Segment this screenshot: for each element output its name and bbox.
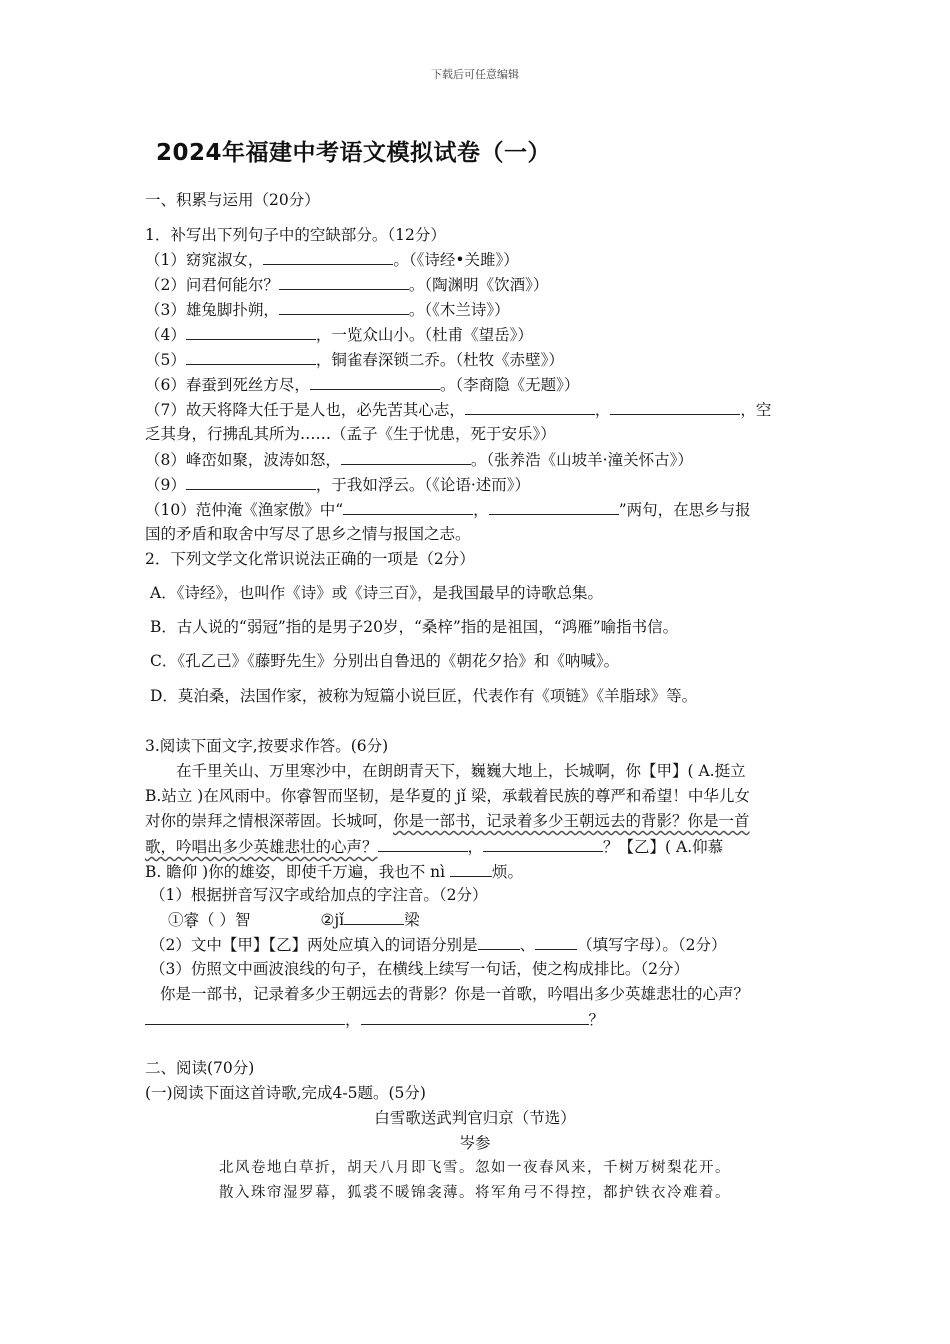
q2-option-d: D．莫泊桑，法国作家，被称为短篇小说巨匠，代表作有《项链》《羊脂球》等。 [150, 687, 698, 705]
answer-blank[interactable] [341, 448, 471, 465]
q1-item-7: （7）故天将降大任于是人也，必先苦其心志， ， ，空 [145, 398, 810, 421]
answer-blank[interactable] [186, 348, 316, 365]
q3-sub3-example: 你是一部书，记录着多少王朝远去的背影？你是一首歌，吟唱出多少英雄悲壮的心声？ [160, 985, 750, 1003]
answer-blank[interactable] [483, 835, 603, 852]
poem-title: 白雪歌送武判官归京（节选） [374, 1109, 576, 1127]
q1-item-7-cont: 乏其身，行拂乱其所为……（孟子《生于忧患，死于安乐》） [145, 425, 556, 443]
q1-item-8: （8）峰峦如聚，波涛如怒， 。（张养浩《山坡羊·潼关怀古》） [145, 448, 810, 471]
q2-option-c: C．《孔乙己》《藤野先生》分别出自鲁迅的《朝花夕拾》和《呐喊》。 [150, 652, 620, 670]
header-note: 下载后可任意编辑 [431, 68, 519, 81]
answer-blank[interactable] [489, 498, 619, 515]
q3-stem: 3.阅读下面文字,按要求作答。(6分) [145, 737, 389, 755]
q1-item-5: （5） ，铜雀春深锁二乔。（杜牧《赤壁》） [145, 348, 810, 371]
q3-passage-line-1: 在千里关山、万里寒沙中，在朗朗青天下，巍巍大地上，长城啊，你【甲】( A.挺立 [176, 762, 746, 780]
answer-blank[interactable] [279, 298, 409, 315]
q1-item-10-cont: 国的矛盾和取舍中写尽了思乡之情与报国之志。 [145, 525, 471, 543]
wavy-sentence: 歌，吟唱出多少英雄悲壮的心声？ [145, 838, 378, 856]
q3-passage-line-2: B.站立 )在风雨中。你睿智而坚韧，是华夏的 jǐ 梁，承载着民族的尊严和希望！中华儿女 [145, 787, 750, 805]
section2-sub: (一)阅读下面这首诗歌,完成4-5题。(5分) [145, 1084, 426, 1102]
answer-blank[interactable] [279, 273, 409, 290]
answer-blank[interactable] [378, 835, 468, 852]
q1-item-4: （4） ，一览众山小。（杜甫《望岳》） [145, 323, 810, 346]
answer-blank[interactable] [344, 908, 404, 925]
answer-blank[interactable] [263, 248, 393, 265]
q1-item-3: （3）雄兔脚扑朔， 。（《木兰诗》） [145, 298, 810, 321]
answer-blank[interactable] [343, 498, 473, 515]
poem-line-2: 散入珠帘湿罗幕，狐裘不暖锦衾薄。将军角弓不得控，都护铁衣冷难着。 [219, 1185, 731, 1201]
poem-line-1: 北风卷地白草折，胡天八月即飞雪。忽如一夜春风来，千树万树梨花开。 [219, 1160, 731, 1176]
section1-heading: 一、积累与运用（20分） [145, 191, 320, 209]
dotted-char: 睿 [183, 911, 200, 929]
answer-blank[interactable] [361, 1008, 589, 1025]
answer-blank[interactable] [186, 473, 316, 490]
answer-blank[interactable] [186, 323, 316, 340]
q1-item-2: （2）问君何能尔？ 。（陶渊明《饮酒》） [145, 273, 810, 296]
answer-blank[interactable] [478, 933, 520, 950]
q2-option-a: A．《诗经》，也叫作《诗》或《诗三百》，是我国最早的诗歌总集。 [150, 584, 603, 602]
q3-passage-line-4: 歌，吟唱出多少英雄悲壮的心声？ ， ？【乙】( A.仰慕 [145, 835, 810, 858]
q1-item-1: （1）窈窕淑女， 。（《诗经•关雎》） [145, 248, 810, 271]
q2-stem: 2．下列文学文化常识说法正确的一项是（2分） [145, 550, 475, 568]
q1-item-10: （10）范仲淹《渔家傲》中“ ， ”两句，在思乡与报 [145, 498, 810, 521]
q1-item-6: （6）春蚕到死丝方尽， 。（李商隐《无题》） [145, 373, 810, 396]
answer-blank[interactable] [145, 1008, 345, 1025]
poem-author: 岑参 [459, 1134, 491, 1152]
q1-stem: 1．补写出下列句子中的空缺部分。（12分） [145, 226, 446, 244]
answer-blank[interactable] [610, 398, 740, 415]
q2-option-b: B．古人说的“弱冠”指的是男子20岁，“桑梓”指的是祖国，“鸿雁”喻指书信。 [150, 618, 679, 636]
answer-blank[interactable] [450, 860, 492, 877]
q3-sub2: （2）文中【甲】【乙】两处应填入的词语分别是 、 （填写字母）。（2分） [150, 933, 815, 956]
answer-blank[interactable] [465, 398, 595, 415]
q1-item-9: （9） ，于我如浮云。（《论语·述而》） [145, 473, 810, 496]
section2-heading: 二、阅读(70分) [145, 1059, 255, 1077]
q3-passage-line-5: B. 瞻仰 )你的雄姿，即使千万遍，我也不 nì 烦。 [145, 860, 810, 883]
answer-blank[interactable] [310, 373, 440, 390]
q3-passage-line-3: 对你的崇拜之情根深蒂固。长城呵，你是一部书，记录着多少王朝远去的背影？你是一首 [145, 812, 750, 830]
q3-sub1: （1）根据拼音写汉字或给加点的字注音。（2分） [150, 886, 488, 904]
dotted-char: 睿 [296, 787, 312, 805]
q3-sub3: （3）仿照文中画波浪线的句子，在横线上续写一句话，使之构成排比。（2分） [150, 960, 689, 978]
page-title: 2024年福建中考语文模拟试卷（一） [156, 140, 552, 166]
answer-blank[interactable] [535, 933, 577, 950]
q3-sub1-answers: ①睿（ ）智 ②jǐ 梁 [168, 908, 833, 931]
q3-sub3-answer: ， ？ [145, 1008, 810, 1031]
wavy-sentence: 你是一部书，记录着多少王朝远去的背影？你是一首 [393, 812, 750, 830]
